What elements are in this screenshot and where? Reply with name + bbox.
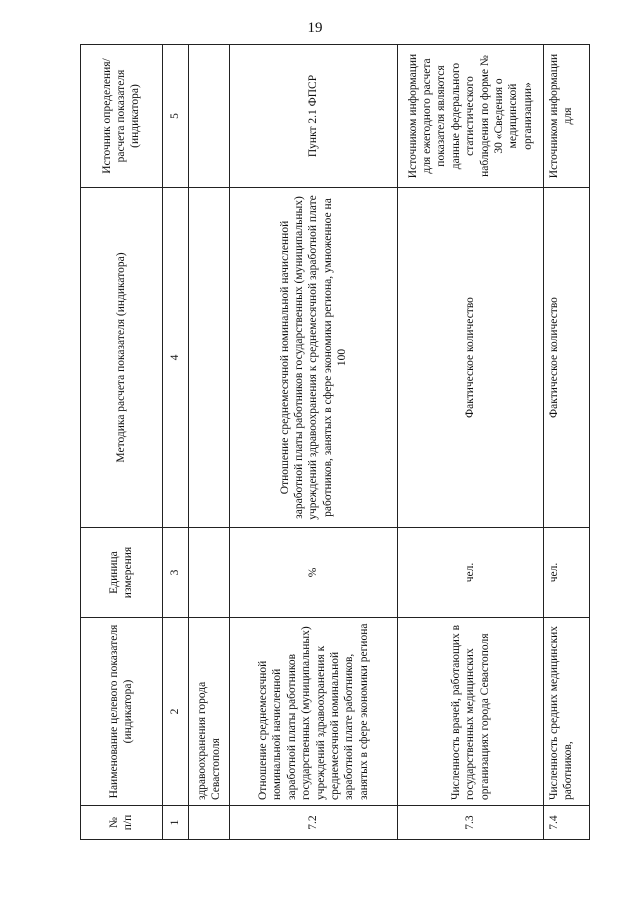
row-unit: %: [230, 528, 397, 618]
header-unit: Единица измерения: [81, 528, 163, 618]
row-method: Фактическое количество: [543, 188, 589, 528]
table-row: [188, 45, 230, 840]
column-number: 1: [162, 806, 188, 840]
table-row: [543, 45, 589, 840]
row-name: Численность средних медицинских работников,: [543, 618, 589, 806]
indicators-table: [80, 44, 590, 840]
table-header-row: [81, 45, 163, 840]
row-unit: чел.: [397, 528, 543, 618]
row-num: 7.2: [230, 806, 397, 840]
header-source: Источник определения/ расчета показателя (индикатора): [81, 45, 163, 188]
row-num: 7.3: [397, 806, 543, 840]
column-number: 3: [162, 528, 188, 618]
column-number-row: [162, 45, 188, 840]
row-method: Фактическое количество: [397, 188, 543, 528]
row-source: Источником информации для: [543, 45, 589, 188]
rotated-table-container: [80, 45, 590, 840]
row-unit: чел.: [543, 528, 589, 618]
row-source: [188, 45, 230, 188]
row-num: [188, 806, 230, 840]
column-number: 4: [162, 188, 188, 528]
table-row: [230, 45, 397, 840]
landscape-page: [80, 45, 590, 840]
row-source: Источником информации для ежегодного расчета показателя являются данные федерального статистического наблюдения по форме № 30 «Сведения о медицинской организации»: [397, 45, 543, 188]
row-num: 7.4: [543, 806, 589, 840]
row-name: Отношение среднемесячной номинальной начисленной заработной платы работников государственных (муниципальных) учреждений здравоохранения к среднемесячной номинальной заработной плате работников, занятых в сфере экономики региона: [230, 618, 397, 806]
header-name: Наименование целевого показателя (индикатора): [81, 618, 163, 806]
header-method: Методика расчета показателя (индикатора): [81, 188, 163, 528]
header-num: № п/п: [81, 806, 163, 840]
row-source: Пункт 2.1 ФПСР: [230, 45, 397, 188]
table-row: [397, 45, 543, 840]
page-number: 19: [307, 20, 323, 36]
row-unit: [188, 528, 230, 618]
row-name: Численность врачей, работающих в государственных медицинских организациях города Севастополя: [397, 618, 543, 806]
row-method: Отношение среднемесячной номинальной начисленной заработной платы работников государственных (муниципальных) учреждений здравоохранения к среднемесячной заработной плате работников, занятых в сфере экономики региона, умноженное на 100: [230, 188, 397, 528]
column-number: 5: [162, 45, 188, 188]
row-name: здравоохранения города Севастополя: [188, 618, 230, 806]
row-method: [188, 188, 230, 528]
column-number: 2: [162, 618, 188, 806]
